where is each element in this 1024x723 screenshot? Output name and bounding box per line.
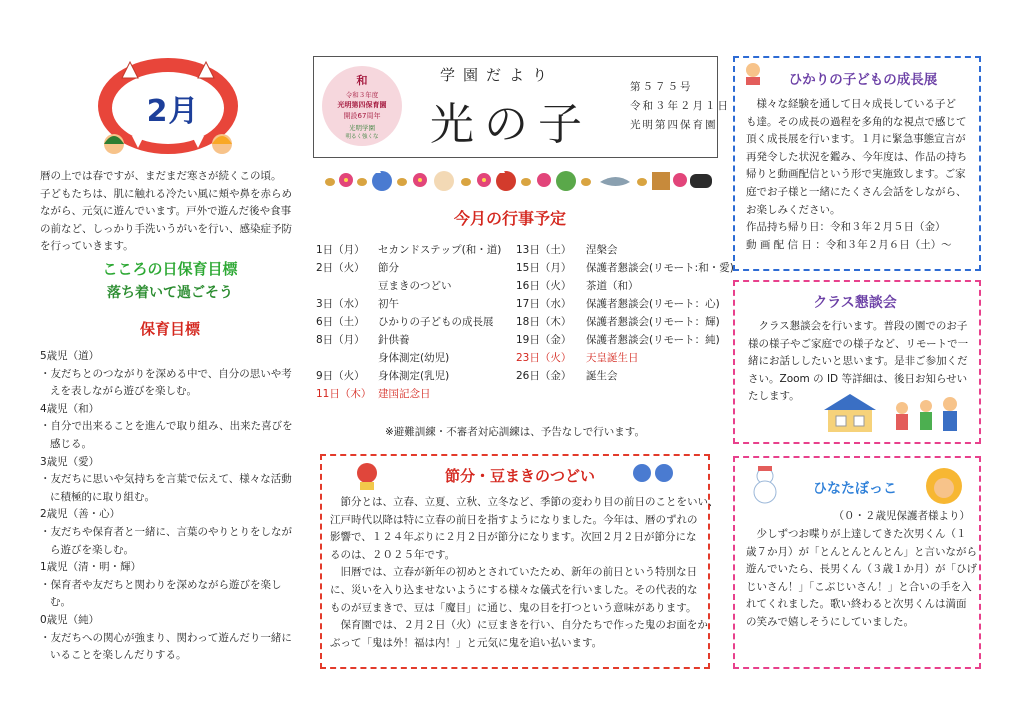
exhibition-line: 様々な経験を通して日々成長している子ど (746, 98, 956, 110)
intro-line: を行っていきます。 (40, 240, 134, 253)
class-meeting-line: さい。Zoom の ID 等詳細は、後日お知らせい (748, 372, 968, 385)
event-date: 13日（土） (516, 244, 572, 256)
goal-age: 3歳児（愛） (40, 455, 100, 468)
bean-icon (325, 178, 335, 186)
goal-age: 2歳児（善・心） (40, 508, 121, 521)
badge-text: 開設67周年 (343, 112, 381, 120)
newsletter-series: 学園だより (440, 66, 556, 84)
bean-icon (581, 178, 591, 186)
event-date: 8日（月） (316, 334, 365, 346)
goal-age: 0歳児（純） (40, 613, 100, 626)
school-name: 光明第四保育園 (630, 119, 718, 131)
setsubun-line: ぶって「鬼は外！福は内！」と元気に鬼を追い払います。 (330, 636, 603, 649)
event-date: 23日（火） (516, 352, 572, 364)
event-name: セカンドステップ(和・道) (378, 244, 502, 256)
bean-icon (461, 178, 471, 186)
hinatabokko-line: じいさん！」「こぶじいさん！」と合いの手を入 (746, 580, 972, 593)
child-with-sun-icon (920, 462, 968, 510)
kokoro-goal-title: こころの日保育目標 (102, 260, 238, 278)
goal-text: に積極的に取り組む。 (50, 490, 155, 503)
hinatabokko-line: れてくれました。歌い終わると次男くんは満面 (746, 598, 967, 611)
event-name: 保護者懇談会(リモート：心) (586, 298, 720, 310)
badge-text: 令和３年度 (345, 91, 379, 99)
setsubun-line: 江戸時代以降は特に立春の前日を指すようになりました。今年は、暦のずれの (330, 513, 698, 526)
class-meeting-line: 様の様子やご家庭での様子など、リモートで一 (748, 337, 969, 350)
events-title: 今月の行事予定 (453, 209, 566, 228)
event-name: 茶道（和） (586, 280, 639, 292)
house-and-children-illustration (822, 390, 972, 434)
newsletter-title: 光の子 (430, 99, 592, 150)
event-name: 豆まきのつどい (378, 280, 452, 292)
event-date: 3日（水） (316, 298, 365, 310)
goal-text: ら遊びを楽しむ。 (50, 543, 134, 556)
exhibition-line: 庭でお子様と一緒にたくさん会話をしながら、 (746, 185, 967, 198)
setsubun-decoration-strip (320, 166, 716, 194)
exhibition-line: 再発令した状況を鑑み、今年度は、作品の持ち (746, 150, 968, 163)
intro-line: ながら、元気に遊んでいます。戸外で遊んだ後や食事 (40, 205, 292, 218)
ogre-mask-icon (556, 171, 576, 191)
ogre-mask-icon (372, 167, 392, 191)
ehomaki-icon (690, 174, 712, 188)
class-meeting-title: クラス懇談会 (813, 295, 897, 311)
event-date: 19日（金） (516, 334, 572, 346)
event-name: 保護者懇談会(リモート：純) (586, 334, 720, 346)
intro-line: の前など、しっかり手洗いうがいを行い、感染症予防 (40, 222, 292, 235)
class-meeting-line: 緒にお話ししたいと思います。是非ご参加くだ (748, 355, 968, 368)
hinatabokko-line: の笑みで嬉しそうにしていました。 (746, 615, 914, 628)
setsubun-title: 節分・豆まきのつどい (444, 467, 595, 485)
event-date: 16日（火） (516, 280, 572, 292)
event-date: 6日（土） (316, 316, 365, 328)
childcare-goals-list (40, 348, 302, 665)
event-name: 節分 (378, 262, 399, 274)
issue-info (630, 78, 730, 135)
event-date: 2日（火） (316, 262, 365, 274)
event-name: 初午 (378, 298, 399, 310)
event-name: 身体測定(乳児) (378, 370, 450, 382)
red-ogre-icon (350, 458, 384, 492)
hinatabokko-body (746, 526, 977, 632)
setsubun-line: ものが豆まきで、豆は「魔目」に通じ、鬼の目を打つという意味があります。 (330, 601, 697, 614)
goal-text: 感じる。 (50, 437, 92, 450)
setsubun-body (330, 494, 719, 652)
ogre-mask-icon (496, 167, 516, 191)
month-label: 2月 (146, 94, 200, 129)
sardine-icon (600, 177, 630, 186)
plum-blossom-icon (477, 173, 491, 187)
event-date: 26日（金） (516, 370, 572, 382)
bean-icon (637, 178, 647, 186)
goal-age: 4歳児（和） (40, 402, 100, 415)
goal-text: ・友だちに思いや気持ちを言葉で伝えて、様々な活動 (40, 473, 292, 486)
intro-line: 子どもたちは、肌に触れる冷たい風に頬や鼻を赤らめ (40, 187, 292, 200)
hinatabokko-title: ひなたぼっこ (813, 481, 897, 497)
event-date: 15日（月） (516, 262, 572, 274)
plum-blossom-icon (537, 173, 551, 187)
exhibition-line: 帰りと動画配信という形で実施致します。ご家 (746, 168, 966, 181)
exhibition-line: も達。その成長の過程を多角的な視点で感じて (746, 115, 967, 128)
hinatabokko-line: 歳７か月）が「とんとんとんとん」と言いながら (746, 545, 977, 558)
goal-text: ・保育者や友だちと関わりを深めながら遊びを楽し (40, 578, 282, 591)
event-name: 身体測定(幼児) (378, 352, 450, 364)
setsubun-line: 旧暦では、立春が新年の初めとされていたため、新年の前日という特別な日 (330, 566, 698, 579)
event-name: 針供養 (378, 334, 410, 346)
exhibition-line: 動 画 配 信 日 ：令和３年２月６日（土）～ (746, 238, 952, 251)
goal-age: 5歳児（道） (40, 350, 100, 362)
bean-icon (357, 178, 367, 186)
badge-text: 光明学園 (349, 124, 375, 132)
issue-date: 令和３年２月１日 (630, 100, 730, 112)
snowman-icon (748, 464, 782, 504)
hinatabokko-line: 遊んでいたら、長男くん（３歳１か月）が「ひげ (746, 563, 977, 576)
event-date: 17日（水） (516, 298, 572, 310)
badge-text: 明るく強くな (345, 134, 379, 140)
event-name: 保護者懇談会(リモート：輝) (586, 316, 720, 328)
exhibition-title: ひかりの子どもの成長展 (788, 72, 938, 88)
exhibition-line: 頂く成長展を行います。１月に緊急事態宣言が (746, 133, 966, 146)
class-meeting-line: たします。 (748, 390, 800, 403)
intro-paragraph (40, 168, 302, 256)
intro-line: 暦の上では春ですが、まだまだ寒さが続くこの頃。 (40, 170, 282, 182)
goal-text: えを表しながら遊びを楽しむ。 (50, 385, 197, 398)
setsubun-line: 節分とは、立春、立夏、立秋、立冬など、季節の変わり目の前日のことをいい、 (330, 496, 719, 508)
bean-icon (521, 178, 531, 186)
event-name: 天皇誕生日 (586, 352, 639, 364)
event-date: 9日（火） (316, 370, 365, 382)
hinatabokko-line: 少しずつお喋りが上達してきた次男くん（１ (746, 528, 967, 540)
event-name: 涅槃会 (586, 244, 618, 256)
event-name: ひかりの子どもの成長展 (378, 316, 494, 328)
masu-box-icon (652, 172, 670, 190)
plum-blossom-icon (339, 173, 353, 187)
exhibition-line: お楽しみください。 (746, 203, 841, 216)
goal-age: 1歳児（清・明・輝） (40, 561, 142, 574)
bean-icon (397, 178, 407, 186)
kokoro-goal-subtitle: 落ち着いて過ごそう (107, 285, 233, 301)
goal-text: ・友だちとのつながりを深める中で、自分の思いや考 (40, 367, 292, 380)
exhibition-line: 作品持ち帰り日：令和３年２月５日（金） (746, 221, 946, 234)
event-date: 18日（木） (516, 316, 572, 328)
goal-text: ・友だちへの関心が強まり、関わって遊んだり一緒に (40, 631, 292, 644)
event-name: 建国記念日 (378, 388, 431, 400)
class-meeting-line: クラス懇談会を行います。普段の園でのお子 (748, 320, 968, 332)
exhibition-body (746, 96, 974, 254)
plum-blossom-icon (673, 173, 687, 187)
setsubun-line: に、災いを入り込ませないようにする様々な儀式を行いました。その代表的な (330, 583, 698, 596)
childcare-goals-title: 保育目標 (139, 320, 200, 338)
plum-blossom-icon (413, 173, 427, 187)
setsubun-line: 影響で、１２４年ぶりに２月２日が節分になります。次回２月２日が節分にな (330, 531, 697, 544)
okame-mask-icon (434, 171, 454, 191)
goal-text: む。 (50, 596, 71, 609)
blue-ogre-icons (628, 458, 678, 492)
drill-notice: ※避難訓練・不審者対応訓練は、予告なしで行います。 (385, 426, 645, 438)
event-name: 保護者懇談会(リモート:和・愛) (586, 262, 734, 274)
hinatabokko-source: （０・２歳児保護者様より） (833, 510, 970, 522)
anniversary-badge (322, 66, 402, 146)
event-date: 11日（木） (316, 388, 372, 400)
badge-text: 光明第四保育園 (337, 101, 387, 109)
badge-character: 和 (356, 74, 368, 87)
goal-text: ・友だちや保育者と一緒に、言葉のやりとりをしなが (40, 525, 292, 538)
issue-number: 第５７５号 (630, 81, 693, 93)
event-date: 1日（月） (316, 244, 365, 256)
goal-text: ・自分で出来ることを進んで取り組み、出来た喜びを (40, 420, 293, 433)
setsubun-line: るのは、２０２５年です。 (330, 548, 456, 561)
goal-text: いることを楽しんだりする。 (50, 649, 187, 662)
event-name: 誕生会 (586, 370, 618, 382)
setsubun-line: 保育園では、２月２日（火）に豆まきを行い、自分たちで作った鬼のお面をか (330, 619, 708, 632)
